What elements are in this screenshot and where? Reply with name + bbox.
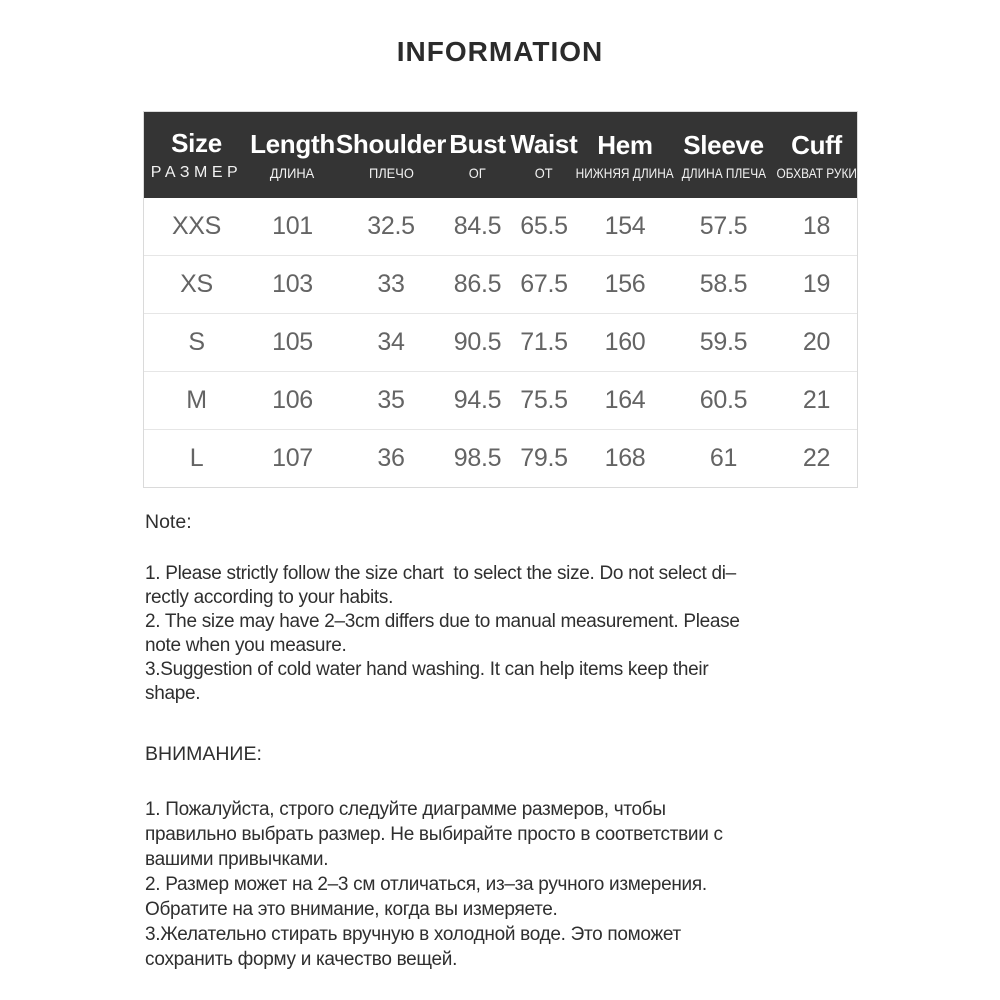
attention-lines <box>145 797 905 972</box>
header-label-en: Size <box>171 128 222 158</box>
value-cell: 20 <box>802 328 831 356</box>
size-cell: L <box>189 444 204 472</box>
value-cell: 65.5 <box>520 212 568 240</box>
size-table-body <box>144 198 857 487</box>
value-cell: 160 <box>604 328 646 356</box>
table-row-xs <box>144 256 857 314</box>
value-cell: 168 <box>604 444 646 472</box>
table-row-s <box>144 314 857 372</box>
note-line: rectly according to your habits. <box>145 587 394 608</box>
header-label-en: Shoulder <box>335 129 447 159</box>
value-cell: 86.5 <box>453 270 502 298</box>
header-cell-shoulder <box>336 112 446 198</box>
header-cell-bust <box>446 112 509 198</box>
header-label-en: Waist <box>510 129 578 159</box>
size-cell: M <box>186 386 207 414</box>
header-label-ru: ОГ <box>468 165 486 181</box>
header-label-ru: ДЛИНА <box>270 165 315 181</box>
attention-line: 2. Размер может на 2–3 см отличаться, из–за ручного измерения. <box>145 874 707 895</box>
value-cell: 84.5 <box>453 212 502 240</box>
attention-heading: ВНИМАНИЕ: <box>145 743 262 765</box>
header-label-en: Length <box>250 129 335 159</box>
value-cell: 90.5 <box>453 328 502 356</box>
header-label-en: Sleeve <box>683 129 764 160</box>
attention-line: сохранить форму и качество вещей. <box>145 949 458 970</box>
value-cell: 94.5 <box>453 386 502 414</box>
value-cell: 105 <box>272 328 313 356</box>
note-line: 2. The size may have 2–3cm differs due to manual measurement. Please <box>145 611 740 632</box>
value-cell: 35 <box>377 386 405 414</box>
value-cell: 58.5 <box>699 270 748 298</box>
size-table-header <box>144 112 857 198</box>
value-cell: 98.5 <box>453 444 502 472</box>
value-cell: 21 <box>802 386 831 414</box>
value-cell: 32.5 <box>367 212 415 240</box>
header-label-en: Cuff <box>791 129 842 160</box>
value-cell: 60.5 <box>699 386 748 414</box>
attention-line: 3.Желательно стирать вручную в холодной воде. Это поможет <box>145 924 681 945</box>
value-cell: 103 <box>272 270 313 298</box>
header-cell-waist <box>509 112 579 198</box>
header-label-ru: ПЛЕЧО <box>368 165 414 181</box>
value-cell: 79.5 <box>520 444 568 472</box>
value-cell: 59.5 <box>699 328 748 356</box>
note-line: 3.Suggestion of cold water hand washing. It can help items keep their <box>145 659 709 680</box>
value-cell: 57.5 <box>699 212 748 240</box>
value-cell: 106 <box>272 386 313 414</box>
value-cell: 61 <box>709 444 738 472</box>
note-section <box>145 510 905 706</box>
header-cell-size <box>144 112 249 198</box>
size-cell: XXS <box>171 212 222 240</box>
header-cell-cuff <box>776 112 857 198</box>
value-cell: 67.5 <box>520 270 568 298</box>
value-cell: 33 <box>377 270 405 298</box>
value-cell: 156 <box>604 270 646 298</box>
value-cell: 71.5 <box>520 328 568 356</box>
value-cell: 19 <box>802 270 831 298</box>
page-title: INFORMATION <box>396 36 604 67</box>
note-heading: Note: <box>145 511 192 533</box>
header-cell-hem <box>575 112 675 198</box>
value-cell: 164 <box>604 386 646 414</box>
header-label-ru: ОБХВАТ РУКИ <box>776 165 857 181</box>
table-row-l <box>144 430 857 487</box>
value-cell: 101 <box>272 212 313 240</box>
value-cell: 22 <box>802 444 831 472</box>
header-label-ru: РАЗМЕР <box>150 164 243 181</box>
table-row-xxs <box>144 198 857 256</box>
size-table <box>143 111 858 488</box>
header-label-en: Bust <box>449 129 506 159</box>
value-cell: 107 <box>272 444 313 472</box>
header-label-ru: ОТ <box>535 165 553 181</box>
value-cell: 18 <box>802 212 831 240</box>
header-cell-length <box>249 112 336 198</box>
attention-line: вашими привычками. <box>145 849 329 870</box>
size-cell: S <box>188 328 205 356</box>
value-cell: 36 <box>377 444 405 472</box>
note-line: shape. <box>145 683 201 704</box>
header-label-ru: НИЖНЯЯ ДЛИНА <box>575 165 675 181</box>
value-cell: 34 <box>377 328 405 356</box>
attention-line: 1. Пожалуйста, строго следуйте диаграмме размеров, чтобы <box>145 799 666 820</box>
size-cell: XS <box>180 270 213 298</box>
value-cell: 75.5 <box>520 386 568 414</box>
header-label-ru: ДЛИНА ПЛЕЧА <box>681 165 766 181</box>
table-row-m <box>144 372 857 430</box>
note-line: 1. Please strictly follow the size chart to select the size. Do not select di– <box>145 563 736 584</box>
header-cell-sleeve <box>671 112 776 198</box>
attention-line: Обратите на это внимание, когда вы измеряете. <box>145 899 558 920</box>
header-label-en: Hem <box>597 129 653 160</box>
note-lines <box>145 562 905 706</box>
attention-line: правильно выбрать размер. Не выбирайте просто в соответствии с <box>145 824 723 845</box>
attention-section <box>145 742 905 972</box>
note-line: note when you measure. <box>145 635 347 656</box>
value-cell: 154 <box>604 212 646 240</box>
